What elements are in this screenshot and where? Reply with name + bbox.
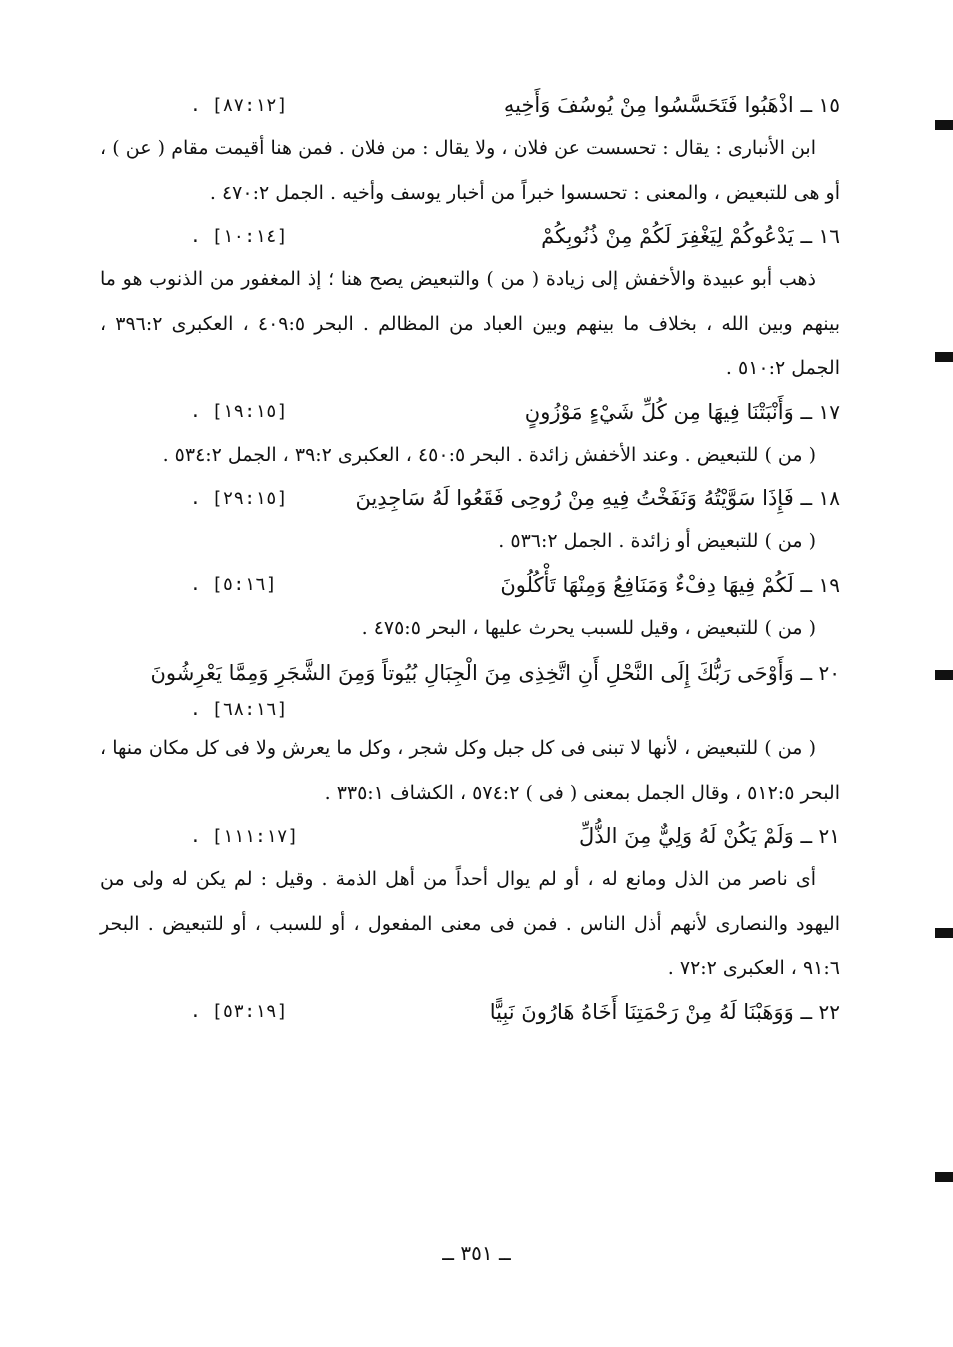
verse-number: ٢٠ ــ (800, 661, 840, 685)
verse-text (500, 573, 840, 597)
verse-reference: . [١٠:١٤] (190, 225, 288, 247)
verse-quote: اذْهَبُوا فَتَحَسَّسُوا مِنْ يُوسُفَ وَأَخِيهِ (503, 93, 794, 117)
verse-reference: . [٥:١٦] (190, 574, 277, 595)
verse-number: ٢١ ــ (800, 824, 840, 848)
verse-reference-row (100, 692, 840, 726)
verse-quote: وَوَهَبْنَا لَهُ مِنْ رَحْمَتِنَا أَخَاهُ هَارُونَ نَبِيًّا (489, 999, 794, 1024)
commentary-17: ( من ) للتبعيض . وعند الأخفش زائدة . البحر ٤٥٠:٥ ، العكبرى ٣٩:٢ ، الجمل ٥٣٤:٢ . (162, 443, 816, 466)
scan-edge-mark (935, 928, 953, 938)
verse-quote: وَلَمْ يَكُنْ لَهُ وَلِيٌّ مِنَ الذُّلِّ (578, 824, 794, 848)
verse-text (490, 1000, 840, 1024)
verse-reference: . [١١١:١٧] (190, 825, 299, 847)
scan-edge-mark (935, 352, 953, 362)
verse-reference: . [٦٨:١٦] (190, 698, 288, 720)
commentary-16: ذهب أبو عبيدة والأخفش إلى زيادة ( من ) والتبعيض يصح هنا ؛ إذ المغفور من الذنوب هو ما بينهم وبين الله ، بخلاف ما بينهم وبين العباد من المظالم . البحر ٤٠٩:٥ ، العكبرى ٣٩٦:٢ ، الجمل ٥١٠:٢ . (100, 268, 840, 379)
verse-number: ١٧ ــ (800, 399, 840, 424)
verse-number: ٢٢ ــ (800, 999, 840, 1024)
commentary-15: ابن الأنبارى : يقال : تحسست عن فلان ، ولا يقال : من فلان . فمن هنا أقيمت مقام ( عن ) ، أو هى للتبعيض ، والمعنى : تحسسوا خبراً من أخبار يوسف وأخيه . الجمل ٤٧٠:٢ . (100, 137, 840, 204)
commentary-19: ( من ) للتبعيض ، وقيل للسبب يحرث عليها ، البحر ٤٧٥:٥ . (361, 616, 816, 639)
verse-text (355, 486, 840, 510)
verse-line-17 (100, 391, 840, 433)
verse-text (504, 93, 840, 117)
verse-number: ١٨ ــ (800, 486, 840, 510)
verse-reference: . [٨٧:١٢] (190, 94, 288, 116)
verse-line-15 (100, 84, 840, 126)
scan-edge-mark (935, 1172, 953, 1182)
verse-line-19 (100, 564, 840, 606)
verse-quote: فَإِذَا سَوَّيْتُهُ وَنَفَخْتُ فِيهِ مِنْ رُوحِى فَقَعُوا لَهُ سَاجِدِينَ (355, 486, 794, 510)
verse-quote: يَدْعُوكُمْ لِيَغْفِرَ لَكُمْ مِنْ ذُنُوبِكُمْ (541, 224, 794, 248)
verse-text (579, 824, 840, 848)
verse-line-22 (100, 991, 840, 1033)
verse-quote: لَكُمْ فِيهَا دِفْءٌ وَمَنَافِعُ وَمِنْهَا تَأْكُلُونَ (500, 572, 794, 597)
verse-line-21 (100, 815, 840, 857)
verse-line-18 (100, 477, 840, 519)
commentary-20: ( من ) للتبعيض ، لأنها لا تبنى فى كل جبل وكل شجر ، وكل ما يعرش ولا فى كل مكان منها ، البحر ٥١٢:٥ ، وقال الجمل بمعنى ( فى ) ٥٧٤:٢ ، الكشاف ٣٣٥:١ . (100, 737, 840, 804)
verse-quote: وَأَنْبَتْنَا فِيهَا مِن كُلِّ شَيْءٍ مَوْزُونٍ (524, 399, 794, 424)
verse-quote: وَأَوْحَى رَبُّكَ إِلَى النَّحْلِ أَنِ اتَّخِذِى مِنَ الْجِبَالِ بُيُوتاً وَمِنَ الشَّجَرِ وَمِمَّا يَعْرِشُونَ (150, 661, 794, 685)
scan-edge-mark (935, 120, 953, 130)
verse-number: ١٥ ــ (800, 93, 840, 117)
commentary-18: ( من ) للتبعيض أو زائدة . الجمل ٥٣٦:٢ . (498, 530, 816, 552)
verse-text (525, 400, 840, 424)
verse-number: ١٩ ــ (800, 572, 840, 597)
verse-number: ١٦ ــ (800, 224, 840, 248)
verse-line-16 (100, 215, 840, 257)
verse-reference: . [٢٩:١٥] (190, 487, 288, 509)
page-body (100, 84, 840, 1033)
scan-edge-mark (935, 670, 953, 680)
commentary-21: أى ناصر من الذل ومانع له ، أو لم يوال أحداً من أهل الذمة . وقيل : لم يكن له ولى من اليهود والنصارى لأنهم أذل الناس . فمن فى معنى المفعول ، أو للسبب ، أو للتبعيض . البحر ٩١:٦ ، العكبرى ٧٢:٢ . (100, 868, 841, 979)
verse-text (100, 654, 840, 692)
verse-reference: . [٥٣:١٩] (190, 1001, 288, 1022)
verse-line-20 (100, 650, 840, 726)
verse-text (541, 224, 840, 248)
verse-reference: . [١٩:١٥] (190, 401, 288, 422)
page-number: ــ ٣٥١ ــ (442, 1241, 511, 1265)
